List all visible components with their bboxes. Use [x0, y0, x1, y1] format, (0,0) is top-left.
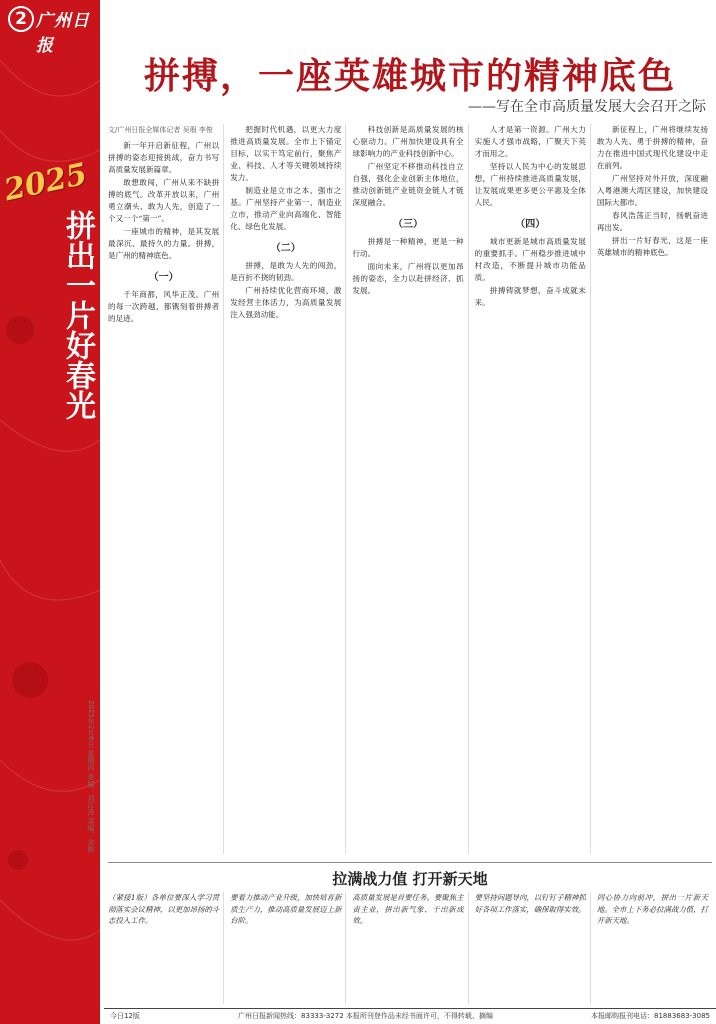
bottom-article-columns	[104, 892, 716, 1004]
page-number: 2	[8, 6, 34, 32]
article-area	[104, 0, 716, 1024]
year-mark: 2025	[1, 156, 91, 209]
band-decoration	[0, 0, 100, 1024]
paragraph: 广州坚定不移推动科技自立自强，强化企业创新主体地位，推动创新链产业链资金链人才链深度融合。	[352, 162, 464, 207]
bottom-column-1: （紧接1版）各单位要深入学习贯彻落实会议精神，以更加昂扬的斗志投入工作。	[108, 892, 224, 1004]
bottom-column-3: 高质量发展是首要任务。要聚焦主责主业，拼出新气象、干出新成效。	[352, 892, 468, 1004]
paragraph: 制造业是立市之本、强市之基。广州坚持产业第一、制造业立市，推动产业向高端化、智能化、绿色化发展。	[230, 186, 342, 231]
subheadline: ——写在全市高质量发展大会召开之际	[468, 99, 706, 115]
masthead-logo: 广州日报	[36, 11, 90, 56]
paragraph: 科技创新是高质量发展的核心驱动力。广州加快建设具有全球影响力的产业科技创新中心。	[352, 125, 464, 158]
paragraph: 坚持以人民为中心的发展思想，广州持续推进高质量发展，让发展成果更多更公平惠及全体人民。	[474, 162, 586, 207]
paragraph: 人才是第一资源。广州大力实施人才强市战略，广聚天下英才而用之。	[474, 125, 586, 158]
section-number: （四）	[515, 219, 546, 230]
paragraph: 一座城市的精神，是其发展最深沉、最持久的力量。拼搏，是广州的精神底色。	[108, 227, 220, 260]
article-column-2	[230, 124, 346, 854]
page-footer	[104, 1008, 716, 1022]
vertical-slogan: 拼出一片好春光	[60, 210, 95, 420]
section-number: （二）	[270, 243, 301, 254]
footer-hotline: 广州日报新闻热线：83333-3272 本报所刊登作品未经书面许可，不得转载、摘编	[238, 1012, 493, 1020]
paragraph: 敢想敢闯，广州从来不缺拼搏的底气。改革开放以来，广州勇立潮头、敢为人先，创造了一个又一个“第一”。	[108, 178, 220, 223]
paragraph: 面向未来，广州将以更加昂扬的姿态，全力以赴拼经济、抓发展。	[352, 262, 464, 295]
paragraph: 广州坚持对外开放，深度融入粤港澳大湾区建设，加快建设国际大都市。	[596, 174, 709, 207]
paragraph: 城市更新是城市高质量发展的重要抓手。广州稳步推进城中村改造，不断提升城市功能品质。	[474, 237, 586, 282]
edition-side-note: 2025年2月6日 星期四 责编：刘江涛 美编：余敏	[87, 700, 95, 853]
article-column-5	[597, 124, 712, 854]
paragraph: 广州持续优化营商环境，激发经营主体活力，为高质量发展注入强劲动能。	[230, 286, 342, 319]
bottom-column-4: 要坚持问题导向，以钉钉子精神抓好各项工作落实，确保取得实效。	[475, 892, 591, 1004]
byline: 文/广州日报全媒体记者 吴瑕 李俊	[108, 126, 213, 134]
article-column-3	[352, 124, 468, 854]
bottom-column-5: 同心协力向前冲，拼出一片新天地。全市上下务必拉满战力值，打开新天地。	[596, 893, 709, 925]
article-columns	[104, 124, 716, 854]
paragraph: 千年商都，风华正茂。广州的每一次跨越，都镌刻着拼搏者的足迹。	[108, 290, 220, 323]
footer-subscription: 本报邮购报刊电话：81883683-3085	[591, 1012, 710, 1020]
paragraph: 拼出一片好春光，这是一座英雄城市的精神底色。	[596, 236, 709, 257]
section-divider	[108, 862, 712, 863]
paragraph: 春风浩荡正当时，扬帆奋进再出发。	[596, 211, 709, 232]
footer-page-count: 今日12版	[110, 1012, 140, 1020]
paragraph: 拼搏铸就梦想，奋斗成就未来。	[474, 286, 586, 307]
section-number: （一）	[148, 272, 179, 283]
paragraph: 拼搏，是敢为人先的闯劲，是百折不挠的韧劲。	[230, 261, 342, 282]
paragraph: 拼搏是一种精神，更是一种行动。	[352, 237, 464, 258]
article-column-4	[475, 124, 591, 854]
paragraph: 把握时代机遇，以更大力度推进高质量发展。全市上下锚定目标，以实干笃定前行，聚焦产业、科技、人才等关键领域持续发力。	[230, 125, 342, 182]
bottom-article-title: 拉满战力值 打开新天地	[332, 870, 488, 888]
bottom-column-2: 要着力推动产业升级，加快培育新质生产力，推动高质量发展迈上新台阶。	[230, 892, 346, 1004]
article-column-1	[108, 124, 224, 854]
headline: 拼搏，一座英雄城市的精神底色	[143, 55, 676, 97]
paragraph: 新征程上，广州将继续发扬敢为人先、勇于拼搏的精神，奋力在推进中国式现代化建设中走在前列。	[596, 125, 709, 170]
red-side-band	[0, 0, 100, 1024]
paragraph: 新一年开启新征程，广州以拼搏的姿态迎接挑战，奋力书写高质量发展新篇章。	[108, 141, 220, 174]
section-number: （三）	[393, 219, 423, 230]
